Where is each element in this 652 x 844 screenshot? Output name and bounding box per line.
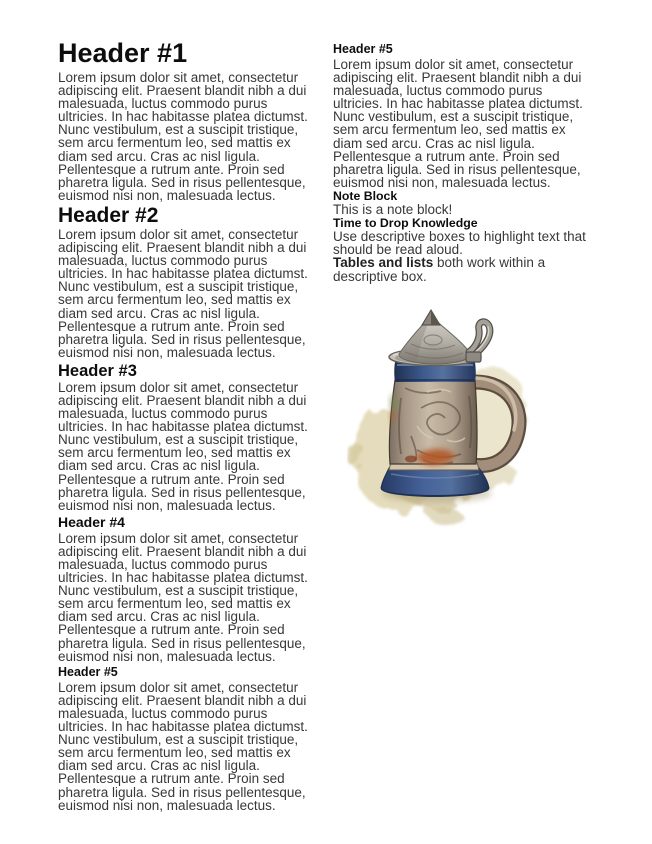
tables-lists-line bbox=[333, 256, 612, 282]
header-5-left: Header #5 bbox=[58, 664, 118, 679]
right-column bbox=[333, 40, 612, 528]
paragraph-3: Lorem ipsum dolor sit amet, consectetur adipiscing elit. Praesent blandit nibh a dui malesuada, luctus commodo purus ultricies. In hac habitasse platea dictumst. Nunc vestibulum, est a suscipit tristique, sem arcu fermentum leo, sed mattis ex diam sed arcu. Cras ac nisl ligula. Pellentesque a rutrum ante. Proin sed pharetra ligula. Sed in risus pellentesque, euismod nisi non, malesuada lectus. bbox=[58, 379, 308, 513]
paragraph-4: Lorem ipsum dolor sit amet, consectetur adipiscing elit. Praesent blandit nibh a dui malesuada, luctus commodo purus ultricies. In hac habitasse platea dictumst. Nunc vestibulum, est a suscipit tristique, sem arcu fermentum leo, sed mattis ex diam sed arcu. Cras ac nisl ligula. Pellentesque a rutrum ante. Proin sed pharetra ligula. Sed in risus pellentesque, euismod nisi non, malesuada lectus. bbox=[58, 530, 308, 664]
knowledge-block-label: Time to Drop Knowledge bbox=[333, 216, 478, 231]
header-4: Header #4 bbox=[58, 513, 125, 530]
paragraph-5: Lorem ipsum dolor sit amet, consectetur adipiscing elit. Praesent blandit nibh a dui malesuada, luctus commodo purus ultricies. In hac habitasse platea dictumst. Nunc vestibulum, est a suscipit tristique, sem arcu fermentum leo, sed mattis ex diam sed arcu. Cras ac nisl ligula. Pellentesque a rutrum ante. Proin sed pharetra ligula. Sed in risus pellentesque, euismod nisi non, malesuada lectus. bbox=[58, 679, 308, 813]
lid-finial bbox=[422, 310, 440, 325]
tables-lists-rest: both work within a descriptive box. bbox=[333, 255, 546, 284]
knowledge-block-text: Use descriptive boxes to highlight text that should be read aloud. bbox=[333, 229, 586, 258]
paragraph-2: Lorem ipsum dolor sit amet, consectetur adipiscing elit. Praesent blandit nibh a dui malesuada, luctus commodo purus ultricies. In hac habitasse platea dictumst. Nunc vestibulum, est a suscipit tristique, sem arcu fermentum leo, sed mattis ex diam sed arcu. Cras ac nisl ligula. Pellentesque a rutrum ante. Proin sed pharetra ligula. Sed in risus pellentesque, euismod nisi non, malesuada lectus. bbox=[58, 226, 308, 360]
note-block-label: Note Block bbox=[333, 188, 398, 203]
stein-body bbox=[389, 380, 477, 465]
header-3: Header #3 bbox=[58, 361, 137, 380]
header-2: Header #2 bbox=[58, 203, 159, 227]
header-1: Header #1 bbox=[58, 38, 188, 68]
left-column bbox=[58, 38, 310, 812]
beer-stein-illustration bbox=[347, 308, 547, 528]
lid-thumblift bbox=[466, 321, 490, 361]
header-5-right: Header #5 bbox=[333, 42, 393, 56]
stein-base bbox=[381, 462, 489, 497]
note-block-text: This is a note block! bbox=[333, 202, 453, 218]
tables-lists-bold: Tables and lists bbox=[333, 255, 434, 271]
paragraph-6: Lorem ipsum dolor sit amet, consectetur adipiscing elit. Praesent blandit nibh a dui malesuada, luctus commodo purus ultricies. In hac habitasse platea dictumst. Nunc vestibulum, est a suscipit tristique, sem arcu fermentum leo, sed mattis ex diam sed arcu. Cras ac nisl ligula. Pellentesque a rutrum ante. Proin sed pharetra ligula. Sed in risus pellentesque, euismod nisi non, malesuada lectus. bbox=[333, 57, 583, 190]
paragraph-1: Lorem ipsum dolor sit amet, consectetur adipiscing elit. Praesent blandit nibh a dui malesuada, luctus commodo purus ultricies. In hac habitasse platea dictumst. Nunc vestibulum, est a suscipit tristique, sem arcu fermentum leo, sed mattis ex diam sed arcu. Cras ac nisl ligula. Pellentesque a rutrum ante. Proin sed pharetra ligula. Sed in risus pellentesque, euismod nisi non, malesuada lectus. bbox=[58, 70, 308, 203]
